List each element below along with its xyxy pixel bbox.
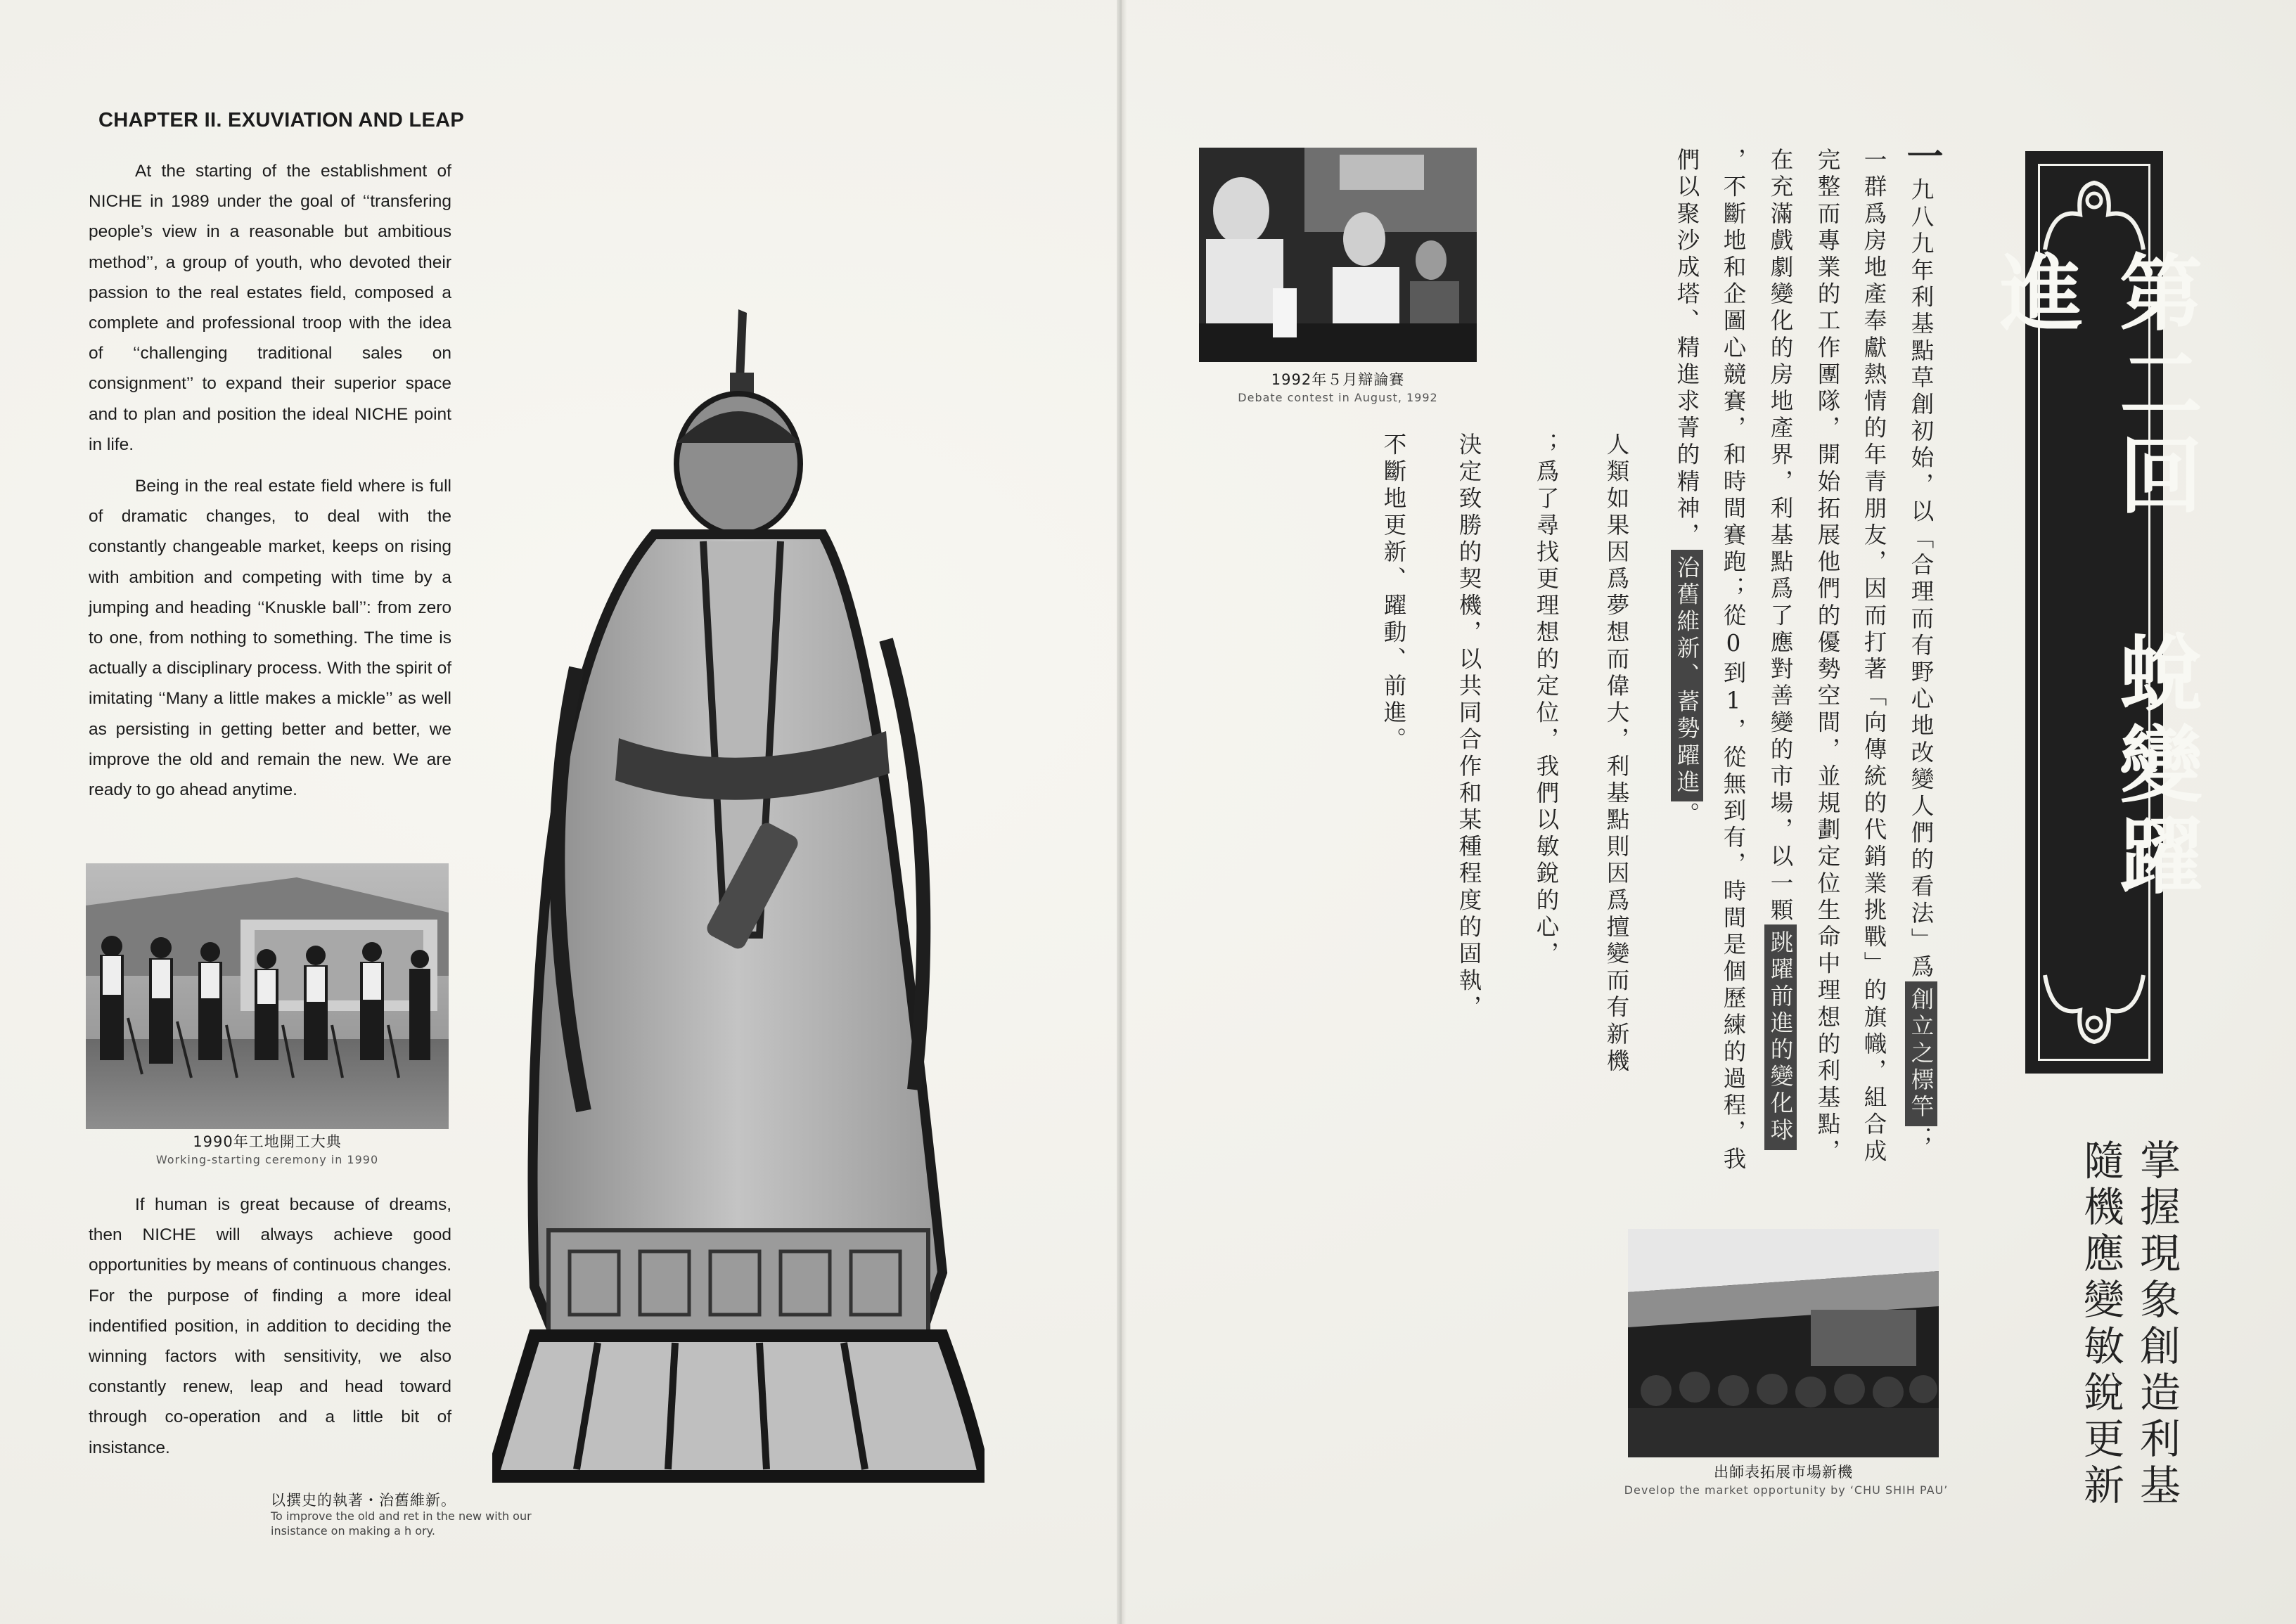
figure-caption-zh: 以撰史的執著・治舊維新。 — [271, 1492, 456, 1509]
body-column-1-text: 九八九年利基點草創初始，以「合理而有野心地改變人們的看法」爲 — [1908, 177, 1935, 981]
body-column-6-text: 們以聚沙成塔、精進求菁的精神， — [1674, 148, 1700, 550]
groundbreaking-photo — [86, 863, 449, 1129]
intro-paragraph: At the starting of the establishment of NICHE in 1989 under the goal of ‘‘transfering people’s view in a reasonable but ambitious method’’, a group of youth, who devoted their passion to the real estates field, composed a complete and professional troop with the idea of ‘‘challenging traditional sales on consignment’’ to expand their superior space and to plan and position the ideal NICHE point in life. — [89, 162, 451, 454]
body-column-5: ，不斷地和企圖心競賽，和時間賽跑；從0到1，從無到有，時間是個歷練的過程，我 — [1720, 148, 1747, 1173]
body-column-3: 完整而專業的工作團隊，開始拓展他們的優勢空間，並規劃定位生命中理想的利基點， — [1814, 148, 1841, 1166]
market-caption-en: Develop the market opportunity by ‘CHU SHIH PAU’ — [1624, 1483, 1949, 1497]
body-column-10: 不斷地更新、躍動、前進。 — [1380, 432, 1407, 754]
right-page — [1125, 0, 2296, 1624]
slogan-1: 掌握現象創造利基 — [2133, 1139, 2181, 1510]
chapter-title: CHAPTER II. EXUVIATION AND LEAP — [98, 109, 465, 131]
highlight-benchmark: 創立之標竿 — [1905, 981, 1937, 1127]
debate-contest-photo — [1199, 148, 1477, 362]
ink-painting-scholar-figure — [492, 302, 985, 1490]
body-column-1-end: ； — [1908, 1126, 1935, 1154]
body-column-4-text: 在充滿戲劇變化的房地產界，利基點爲了應對善變的市場，以一顆 — [1767, 148, 1794, 924]
body-column-2: 一群爲房地產奉獻熱情的年青朋友，因而打著「向傳統的代銷業挑戰」的旗幟，組合成 — [1861, 148, 1887, 1166]
debate-caption-zh: 1992年５月辯論賽 — [1271, 371, 1405, 388]
chapter-title-zh: 第二回 蛻變躍進 — [1986, 250, 2203, 904]
highlight-renew: 治舊維新、蓄勢躍進 — [1671, 550, 1703, 802]
body-column-6 — [1668, 148, 1706, 829]
cloud-ornament-bottom-icon — [2025, 961, 2163, 1052]
body-column-9: 決定致勝的契機，以共同合作和某種程度的固執， — [1456, 432, 1482, 1022]
chapter-title-banner — [1986, 151, 2203, 1074]
market-meeting-photo — [1628, 1229, 1939, 1457]
left-page — [0, 0, 1118, 1624]
second-paragraph: Being in the real estate field where is full of dramatic changes, to deal with the constantly changeable market, keeps on rising with ambition and competing with time by a jumping and heading ‘‘Knuskle ball’’: from zero to one, from nothing to something. The time is actually a disciplinary process. With the spirit of imitating ‘‘Many a little makes a mickle’’ as well as persisting in getting better and better, we improve the old and remain the new. We are ready to go ahead anytime. — [89, 477, 451, 800]
slogan-2: 隨機應變敏銳更新 — [2077, 1139, 2124, 1510]
market-caption-zh: 出師表拓展市場新機 — [1714, 1464, 1853, 1481]
body-column-1-lead: 一 — [1900, 137, 1943, 178]
body-column-4 — [1762, 148, 1800, 1150]
body-column-8: ；爲了尋找更理想的定位，我們以敏銳的心， — [1533, 432, 1560, 968]
body-column-1 — [1900, 137, 1943, 1154]
body-column-6-end: 。 — [1674, 801, 1700, 829]
groundbreaking-caption-zh: 1990年工地開工大典 — [193, 1133, 342, 1150]
debate-caption-en: Debate contest in August, 1992 — [1238, 391, 1438, 404]
highlight-curveball: 跳躍前進的變化球 — [1764, 924, 1797, 1150]
figure-caption-en: To improve the old and ret in the new with our insistance on making a h ory. — [271, 1509, 532, 1538]
groundbreaking-caption-en: Working-starting ceremony in 1990 — [155, 1153, 379, 1166]
closing-paragraph: If human is great because of dreams, then NICHE will always achieve good opportunities by means of continuous changes. For the purpose of finding a more ideal indentified position, in addition to deciding the winning factors with sensitivity, we also constantly renew, leap and head toward through co-operation and a little bit of insistance. — [89, 1195, 451, 1457]
body-column-7: 人類如果因爲夢想而偉大，利基點則因爲擅變而有新機 — [1603, 432, 1630, 1076]
